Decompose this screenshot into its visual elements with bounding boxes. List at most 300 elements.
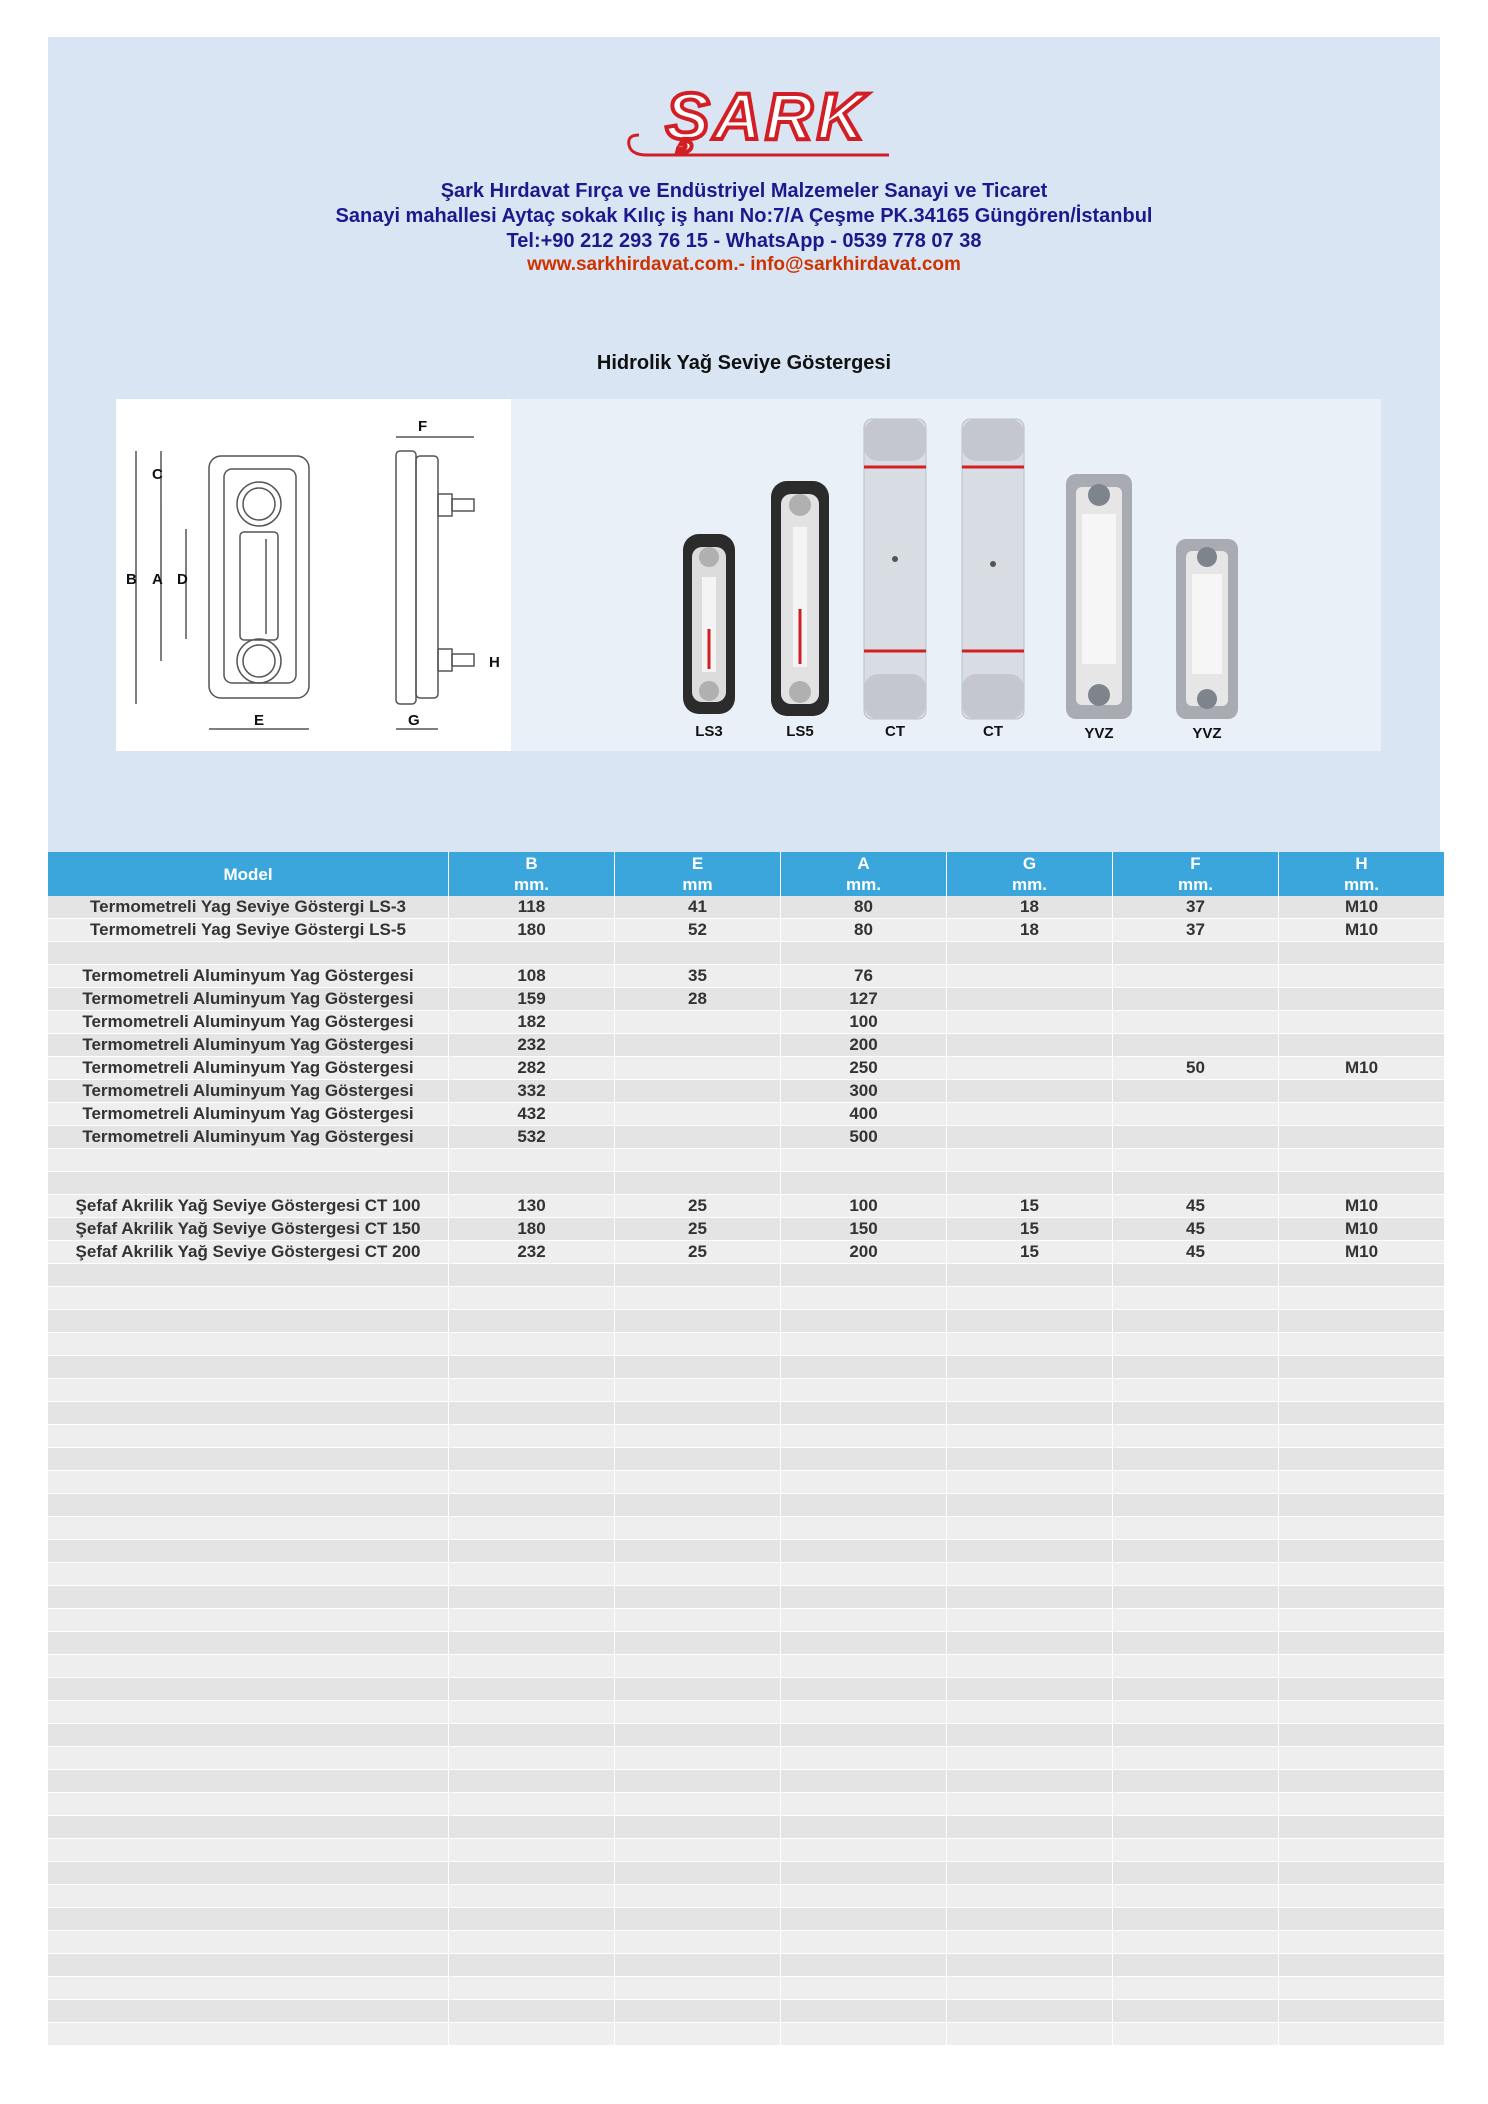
- empty-cell: [48, 1724, 449, 1747]
- value-cell: [615, 1126, 781, 1149]
- value-cell: 100: [781, 1011, 947, 1034]
- value-cell: M10: [1279, 1057, 1445, 1080]
- empty-cell: [449, 1770, 615, 1793]
- value-cell: 159: [449, 988, 615, 1011]
- empty-cell: [1279, 1747, 1445, 1770]
- value-cell: [781, 942, 947, 965]
- empty-cell: [615, 1609, 781, 1632]
- empty-cell: [615, 1586, 781, 1609]
- empty-cell: [449, 1793, 615, 1816]
- empty-cell: [781, 1632, 947, 1655]
- empty-cell: [1113, 2023, 1279, 2046]
- empty-cell: [48, 1448, 449, 1471]
- empty-cell: [449, 1563, 615, 1586]
- empty-cell: [781, 1701, 947, 1724]
- model-cell: Termometreli Aluminyum Yag Göstergesi: [48, 1034, 449, 1057]
- company-web-link[interactable]: www.sarkhirdavat.com.- info@sarkhirdavat.com: [527, 254, 961, 275]
- model-cell: [48, 1172, 449, 1195]
- header-name: F: [1190, 854, 1201, 873]
- empty-cell: [1279, 1563, 1445, 1586]
- table-row: [48, 1057, 1445, 1080]
- value-cell: [1279, 1172, 1445, 1195]
- empty-cell: [449, 1724, 615, 1747]
- table-row: [48, 1218, 1445, 1241]
- table-row: [48, 1402, 1445, 1425]
- table-row: [48, 1425, 1445, 1448]
- value-cell: 50: [1113, 1057, 1279, 1080]
- table-row: [48, 1287, 1445, 1310]
- value-cell: M10: [1279, 1195, 1445, 1218]
- empty-cell: [781, 1540, 947, 1563]
- value-cell: [615, 942, 781, 965]
- label-ct-2: CT: [983, 723, 1003, 740]
- empty-cell: [615, 1379, 781, 1402]
- model-cell: Termometreli Yag Seviye Göstergi LS-5: [48, 919, 449, 942]
- value-cell: [1113, 988, 1279, 1011]
- value-cell: 250: [781, 1057, 947, 1080]
- empty-cell: [48, 1793, 449, 1816]
- header-name: B: [525, 854, 538, 873]
- empty-cell: [781, 1310, 947, 1333]
- empty-cell: [615, 1908, 781, 1931]
- header-unit: mm.: [1178, 875, 1213, 894]
- header-unit: mm.: [514, 875, 549, 894]
- table-row: [48, 896, 1445, 919]
- value-cell: 80: [781, 919, 947, 942]
- empty-cell: [1279, 2000, 1445, 2023]
- empty-cell: [781, 1402, 947, 1425]
- value-cell: [947, 1126, 1113, 1149]
- model-cell: Şefaf Akrilik Yağ Seviye Göstergesi CT 150: [48, 1218, 449, 1241]
- empty-cell: [1279, 1954, 1445, 1977]
- empty-cell: [48, 1517, 449, 1540]
- empty-cell: [48, 1655, 449, 1678]
- value-cell: 76: [781, 965, 947, 988]
- empty-cell: [1279, 1793, 1445, 1816]
- empty-cell: [1113, 1839, 1279, 1862]
- empty-cell: [781, 1356, 947, 1379]
- header-name: G: [1022, 854, 1037, 873]
- empty-cell: [1113, 1885, 1279, 1908]
- empty-cell: [1279, 1609, 1445, 1632]
- empty-cell: [1113, 1494, 1279, 1517]
- empty-cell: [947, 1287, 1113, 1310]
- empty-cell: [1113, 1264, 1279, 1287]
- company-address: Sanayi mahallesi Aytaç sokak Kılıç iş hanı No:7/A Çeşme PK.34165 Güngören/İstanbul: [335, 205, 1153, 227]
- value-cell: [1113, 942, 1279, 965]
- empty-cell: [449, 1885, 615, 1908]
- empty-cell: [1279, 1586, 1445, 1609]
- empty-cell: [947, 1747, 1113, 1770]
- empty-cell: [947, 2000, 1113, 2023]
- empty-cell: [1279, 1701, 1445, 1724]
- empty-cell: [615, 1793, 781, 1816]
- value-cell: [1279, 1103, 1445, 1126]
- value-cell: 15: [947, 1241, 1113, 1264]
- empty-cell: [1279, 1402, 1445, 1425]
- empty-cell: [781, 1977, 947, 2000]
- empty-cell: [1113, 1655, 1279, 1678]
- empty-cell: [449, 1931, 615, 1954]
- value-cell: [1279, 988, 1445, 1011]
- dim-letter-e: E: [254, 712, 265, 729]
- header-name: E: [691, 854, 704, 873]
- empty-cell: [615, 1931, 781, 1954]
- empty-cell: [1113, 1770, 1279, 1793]
- table-header-row: [48, 852, 1445, 896]
- empty-cell: [781, 1885, 947, 1908]
- value-cell: 180: [449, 1218, 615, 1241]
- empty-cell: [48, 1839, 449, 1862]
- empty-cell: [449, 1747, 615, 1770]
- empty-cell: [449, 1586, 615, 1609]
- product-ct-1: [864, 419, 926, 719]
- value-cell: [615, 1057, 781, 1080]
- model-cell: Termometreli Aluminyum Yag Göstergesi: [48, 988, 449, 1011]
- catalog-page: [48, 37, 1440, 2046]
- empty-cell: [947, 1678, 1113, 1701]
- product-diagram: [116, 399, 1381, 751]
- header-f: [1113, 852, 1279, 896]
- value-cell: 37: [1113, 896, 1279, 919]
- empty-cell: [1279, 1770, 1445, 1793]
- value-cell: [1113, 965, 1279, 988]
- company-name: Şark Hırdavat Fırça ve Endüstriyel Malzemeler Sanayi ve Ticaret: [440, 180, 1048, 202]
- empty-cell: [947, 1793, 1113, 1816]
- empty-cell: [1279, 1448, 1445, 1471]
- empty-cell: [615, 1885, 781, 1908]
- value-cell: [615, 1011, 781, 1034]
- value-cell: [947, 988, 1113, 1011]
- product-labels: [695, 723, 1221, 742]
- dim-letter-a: A: [152, 571, 163, 588]
- product-ls5: [771, 481, 829, 716]
- empty-cell: [48, 1632, 449, 1655]
- empty-cell: [947, 1609, 1113, 1632]
- value-cell: [1279, 1149, 1445, 1172]
- table-row: [48, 1908, 1445, 1931]
- empty-cell: [449, 1655, 615, 1678]
- value-cell: M10: [1279, 919, 1445, 942]
- value-cell: 18: [947, 896, 1113, 919]
- label-yvz-1: YVZ: [1084, 725, 1114, 742]
- value-cell: 45: [1113, 1241, 1279, 1264]
- value-cell: 180: [449, 919, 615, 942]
- value-cell: 25: [615, 1241, 781, 1264]
- empty-cell: [48, 1310, 449, 1333]
- header-model: [48, 852, 449, 896]
- dim-letter-g: G: [408, 712, 420, 729]
- empty-cell: [947, 1770, 1113, 1793]
- value-cell: [947, 1011, 1113, 1034]
- empty-cell: [48, 1747, 449, 1770]
- empty-cell: [615, 1678, 781, 1701]
- value-cell: [615, 1172, 781, 1195]
- empty-cell: [947, 1471, 1113, 1494]
- table-row: [48, 1034, 1445, 1057]
- value-cell: [1113, 1149, 1279, 1172]
- table-row: [48, 1333, 1445, 1356]
- empty-cell: [449, 1954, 615, 1977]
- value-cell: [1113, 1126, 1279, 1149]
- value-cell: [1279, 965, 1445, 988]
- table-row: [48, 1770, 1445, 1793]
- header-unit: mm: [682, 875, 713, 894]
- table-row: [48, 1954, 1445, 1977]
- empty-cell: [781, 1678, 947, 1701]
- table-row: [48, 1471, 1445, 1494]
- empty-cell: [615, 1563, 781, 1586]
- empty-cell: [781, 1724, 947, 1747]
- value-cell: [947, 1103, 1113, 1126]
- empty-cell: [1279, 1816, 1445, 1839]
- empty-cell: [947, 1724, 1113, 1747]
- empty-cell: [1113, 1724, 1279, 1747]
- value-cell: [1113, 1011, 1279, 1034]
- value-cell: 100: [781, 1195, 947, 1218]
- empty-cell: [1113, 1632, 1279, 1655]
- empty-cell: [947, 1379, 1113, 1402]
- value-cell: 108: [449, 965, 615, 988]
- empty-cell: [449, 1839, 615, 1862]
- header-unit: mm.: [846, 875, 881, 894]
- header-area: [48, 37, 1440, 852]
- empty-cell: [947, 1425, 1113, 1448]
- empty-cell: [781, 1264, 947, 1287]
- empty-cell: [947, 1448, 1113, 1471]
- empty-cell: [48, 1816, 449, 1839]
- empty-cell: [781, 1862, 947, 1885]
- header-unit: mm.: [1344, 875, 1379, 894]
- empty-cell: [1113, 1586, 1279, 1609]
- empty-cell: [1279, 1310, 1445, 1333]
- label-ls3: LS3: [695, 723, 723, 740]
- table-row: [48, 1356, 1445, 1379]
- empty-cell: [781, 1563, 947, 1586]
- empty-cell: [947, 1655, 1113, 1678]
- value-cell: 37: [1113, 919, 1279, 942]
- empty-cell: [781, 1609, 947, 1632]
- empty-cell: [449, 1402, 615, 1425]
- table-row: [48, 942, 1445, 965]
- empty-cell: [781, 1816, 947, 1839]
- empty-cell: [947, 1632, 1113, 1655]
- empty-cell: [1113, 1977, 1279, 2000]
- empty-cell: [947, 1494, 1113, 1517]
- empty-cell: [48, 1931, 449, 1954]
- empty-cell: [947, 1356, 1113, 1379]
- empty-cell: [947, 1563, 1113, 1586]
- table-row: [48, 1609, 1445, 1632]
- empty-cell: [48, 1287, 449, 1310]
- empty-cell: [781, 1517, 947, 1540]
- empty-cell: [781, 1287, 947, 1310]
- empty-cell: [781, 1793, 947, 1816]
- table-row: [48, 1080, 1445, 1103]
- empty-cell: [615, 1356, 781, 1379]
- value-cell: 52: [615, 919, 781, 942]
- empty-cell: [449, 1471, 615, 1494]
- empty-cell: [615, 1632, 781, 1655]
- empty-cell: [1279, 1471, 1445, 1494]
- drawing-panel: [116, 399, 511, 751]
- value-cell: 80: [781, 896, 947, 919]
- empty-cell: [947, 1310, 1113, 1333]
- table-body: [48, 896, 1445, 2046]
- table-row: [48, 1701, 1445, 1724]
- value-cell: 150: [781, 1218, 947, 1241]
- empty-cell: [781, 1839, 947, 1862]
- value-cell: [449, 1172, 615, 1195]
- empty-cell: [1113, 1540, 1279, 1563]
- label-ls5: LS5: [786, 723, 814, 740]
- value-cell: 15: [947, 1218, 1113, 1241]
- header-g: [947, 852, 1113, 896]
- empty-cell: [781, 1770, 947, 1793]
- value-cell: [947, 942, 1113, 965]
- model-cell: Termometreli Aluminyum Yag Göstergesi: [48, 1126, 449, 1149]
- value-cell: [947, 1172, 1113, 1195]
- value-cell: 500: [781, 1126, 947, 1149]
- empty-cell: [449, 1540, 615, 1563]
- empty-cell: [449, 2023, 615, 2046]
- empty-cell: [449, 1264, 615, 1287]
- model-cell: [48, 942, 449, 965]
- value-cell: 432: [449, 1103, 615, 1126]
- empty-cell: [1279, 1517, 1445, 1540]
- value-cell: [1279, 1034, 1445, 1057]
- empty-cell: [781, 2023, 947, 2046]
- empty-cell: [615, 1862, 781, 1885]
- empty-cell: [1113, 1793, 1279, 1816]
- table-row: [48, 1724, 1445, 1747]
- header-h: [1279, 852, 1445, 896]
- table-row: [48, 1885, 1445, 1908]
- product-title: Hidrolik Yağ Seviye Göstergesi: [596, 352, 892, 374]
- empty-cell: [615, 1448, 781, 1471]
- table-row: [48, 988, 1445, 1011]
- empty-cell: [1279, 1931, 1445, 1954]
- header-name: A: [857, 854, 870, 873]
- table-row: [48, 1264, 1445, 1287]
- empty-cell: [449, 2000, 615, 2023]
- value-cell: [615, 1080, 781, 1103]
- value-cell: [1113, 1103, 1279, 1126]
- value-cell: 300: [781, 1080, 947, 1103]
- empty-cell: [449, 1448, 615, 1471]
- product-yvz-2: [1176, 539, 1238, 719]
- value-cell: 18: [947, 919, 1113, 942]
- empty-cell: [615, 1310, 781, 1333]
- value-cell: [449, 942, 615, 965]
- model-cell: Termometreli Aluminyum Yag Göstergesi: [48, 965, 449, 988]
- table-row: [48, 1839, 1445, 1862]
- empty-cell: [781, 1954, 947, 1977]
- dim-letter-c: C: [152, 466, 163, 483]
- value-cell: [615, 1103, 781, 1126]
- empty-cell: [947, 1908, 1113, 1931]
- product-ct-2: [962, 419, 1024, 719]
- empty-cell: [781, 1655, 947, 1678]
- empty-cell: [947, 1816, 1113, 1839]
- product-ls3: [683, 534, 735, 714]
- empty-cell: [947, 1701, 1113, 1724]
- empty-cell: [1113, 1448, 1279, 1471]
- empty-cell: [48, 1701, 449, 1724]
- table-row: [48, 1241, 1445, 1264]
- empty-cell: [1113, 1862, 1279, 1885]
- empty-cell: [615, 1770, 781, 1793]
- value-cell: 400: [781, 1103, 947, 1126]
- empty-cell: [48, 1586, 449, 1609]
- empty-cell: [615, 1839, 781, 1862]
- empty-cell: [781, 2000, 947, 2023]
- model-cell: [48, 1149, 449, 1172]
- empty-cell: [781, 1747, 947, 1770]
- value-cell: [781, 1172, 947, 1195]
- empty-cell: [615, 1333, 781, 1356]
- table-row: [48, 1793, 1445, 1816]
- table-row: [48, 1149, 1445, 1172]
- empty-cell: [449, 1908, 615, 1931]
- empty-cell: [48, 1471, 449, 1494]
- table-row: [48, 1862, 1445, 1885]
- empty-cell: [449, 1678, 615, 1701]
- empty-cell: [1279, 1885, 1445, 1908]
- value-cell: 15: [947, 1195, 1113, 1218]
- empty-cell: [615, 1977, 781, 2000]
- table-row: [48, 2023, 1445, 2046]
- empty-cell: [1113, 2000, 1279, 2023]
- empty-cell: [1279, 1977, 1445, 2000]
- empty-cell: [615, 1517, 781, 1540]
- value-cell: 45: [1113, 1195, 1279, 1218]
- table-row: [48, 1655, 1445, 1678]
- table-row: [48, 1448, 1445, 1471]
- empty-cell: [947, 1885, 1113, 1908]
- empty-cell: [1113, 1609, 1279, 1632]
- header-a: [781, 852, 947, 896]
- empty-cell: [1113, 1471, 1279, 1494]
- header-b: [449, 852, 615, 896]
- empty-cell: [947, 1839, 1113, 1862]
- dim-letter-b: B: [126, 571, 137, 588]
- dim-letter-d: D: [177, 571, 188, 588]
- empty-cell: [615, 1816, 781, 1839]
- empty-cell: [449, 1517, 615, 1540]
- empty-cell: [48, 1770, 449, 1793]
- empty-cell: [615, 2000, 781, 2023]
- value-cell: [449, 1149, 615, 1172]
- empty-cell: [48, 1954, 449, 1977]
- table-row: [48, 1586, 1445, 1609]
- empty-cell: [947, 1540, 1113, 1563]
- empty-cell: [1113, 1816, 1279, 1839]
- table-row: [48, 1379, 1445, 1402]
- logo-text: ŞARK: [665, 79, 869, 153]
- empty-cell: [947, 1931, 1113, 1954]
- empty-cell: [781, 1471, 947, 1494]
- empty-cell: [48, 1862, 449, 1885]
- empty-cell: [615, 1701, 781, 1724]
- empty-cell: [449, 1632, 615, 1655]
- value-cell: 232: [449, 1241, 615, 1264]
- value-cell: [1279, 1011, 1445, 1034]
- empty-cell: [781, 1586, 947, 1609]
- value-cell: 35: [615, 965, 781, 988]
- empty-cell: [48, 1494, 449, 1517]
- empty-cell: [615, 2023, 781, 2046]
